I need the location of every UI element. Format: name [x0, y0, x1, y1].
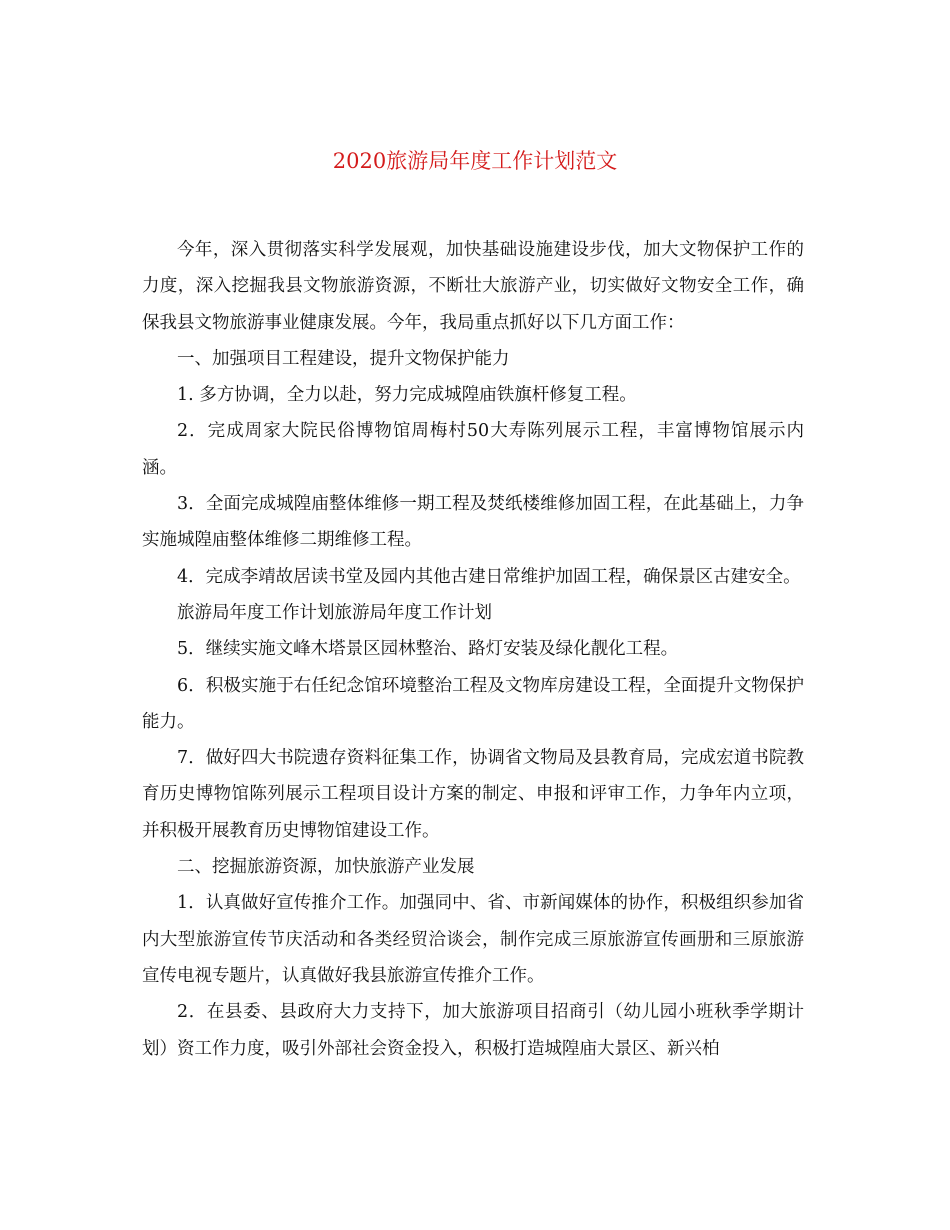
list-item: 7．做好四大书院遗存资料征集工作，协调省文物局及县教育局，完成宏道书院教育历史博物馆陈列展示工程项目设计方案的制定、申报和评审工作，力争年内立项，并积极开展教育历史博物馆建设工作。 — [142, 748, 804, 841]
list-item: 2．在县委、县政府大力支持下，加大旅游项目招商引（幼儿园小班秋季学期计划）资工作力度，吸引外部社会资金投入，积极打造城隍庙大景区、新兴柏 — [142, 1002, 804, 1059]
list-item: 2．完成周家大院民俗博物馆周梅村50大寿陈列展示工程，丰富博物馆展示内涵。 — [142, 421, 804, 478]
interjected-text: 旅游局年度工作计划旅游局年度工作计划 — [177, 602, 492, 623]
list-item: 6．积极实施于右任纪念馆环境整治工程及文物库房建设工程，全面提升文物保护能力。 — [142, 675, 804, 732]
paragraph-intro: 今年，深入贯彻落实科学发展观，加快基础设施建设步伐，加大文物保护工作的力度，深入挖掘我县文物旅游资源，不断壮大旅游产业，切实做好文物安全工作，确保我县文物旅游事业健康发展。今年，我局重点抓好以下几方面工作： — [142, 240, 804, 333]
section-heading-1: 一、加强项目工程建设，提升文物保护能力 — [177, 348, 510, 369]
list-item: 5．继续实施文峰木塔景区园林整治、路灯安装及绿化靓化工程。 — [177, 639, 679, 660]
list-item: 3．全面完成城隍庙整体维修一期工程及焚纸楼维修加固工程，在此基础上，力争实施城隍庙整体维修二期维修工程。 — [142, 494, 804, 551]
section-heading-2: 二、挖掘旅游资源，加快旅游产业发展 — [177, 857, 475, 878]
document-title: 2020旅游局年度工作计划范文 — [332, 149, 618, 173]
list-item: 4．完成李靖故居读书堂及园内其他古建日常维护加固工程，确保景区古建安全。 — [177, 566, 801, 587]
list-item: 1．认真做好宣传推介工作。加强同中、省、市新闻媒体的协作，积极组织参加省内大型旅游宣传节庆活动和各类经贸洽谈会，制作完成三原旅游宣传画册和三原旅游宣传电视专题片，认真做好我县旅游宣传推介工作。 — [142, 893, 804, 986]
list-item: 1. 多方协调，全力以赴，努力完成城隍庙铁旗杆修复工程。 — [177, 385, 637, 406]
document-body — [142, 232, 804, 1067]
